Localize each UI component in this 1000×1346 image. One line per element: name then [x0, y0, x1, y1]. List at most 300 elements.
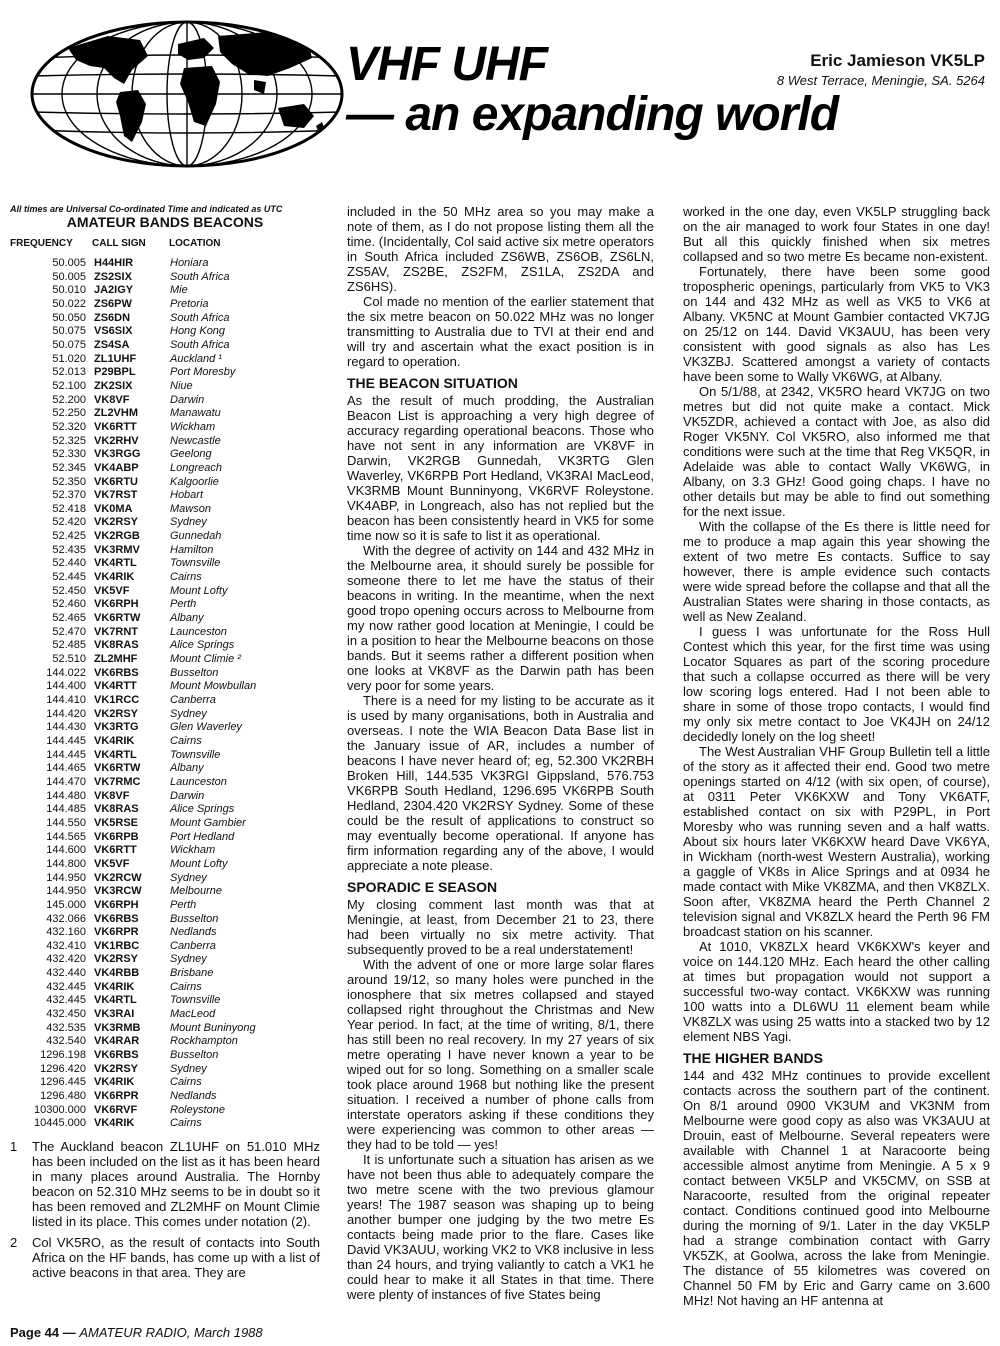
paragraph: 144 and 432 MHz continues to provide excellent contacts across the southern part of the continent. On 8/1 around 0900 VK3UM and VK3NM from Melbourne were good copy as also was VK3AUU at Drouin, east of Melbourne. Several repeaters were available with Channel 1 at Naracoorte being accessible almost anytime from Meningie. A 5 x 9 contact between VK5LP and VK5CMV, on SSB at Naracoorte, resulted from the original repeater contact. Conditions continued good into Melbourne during the morning of 9/1. Later in the day VK5LP had a strange combination contact with Garry VK5ZK, at Goolwa, across the lake from Meningie. The distance of 55 kilometres was covered on Channel 50 FM by Eric and Garry came on 3.600 MHz! Not having an HF antenna at: [683, 1068, 990, 1308]
beacon-frequency: 432.445: [46, 980, 86, 993]
beacon-location: South Africa: [170, 311, 230, 324]
beacon-callsign: VK5VF: [94, 584, 130, 597]
beacon-frequency: 50.075: [52, 338, 86, 351]
beacon-callsign: VS6SIX: [94, 325, 133, 338]
beacon-location: Nedlands: [170, 1090, 217, 1103]
paragraph: As the result of much prodding, the Australian Beacon List is approaching a very high degree of accuracy regarding operational beacons. Those who have not sent in any information are VK8VF in Darwin, VK2RGB Gunnedah, VK3RTG Glen Waverley, VK6RPB Port Hedland, VK3RAI MacLeod, VK3RMB Mount Bunninyong, VK6RVF Roleystone. VK4ABP, in Longreach, also has not replied but the beacon has been consistently heard in VK5 for some time now so it is safe to list it as operational.: [347, 393, 654, 543]
header-callsign: CALL SIGN: [92, 238, 146, 249]
beacon-callsign: VK6RTW: [94, 612, 141, 625]
beacon-callsign: VK6RPH: [94, 898, 139, 911]
beacon-callsign: VK6RPB: [94, 830, 139, 843]
footnotes: [10, 1139, 320, 1280]
beacon-row: [10, 1117, 256, 1131]
beacon-location: Townsville: [170, 557, 221, 570]
beacon-frequency: 52.370: [52, 489, 86, 502]
beacon-row: [10, 516, 256, 530]
section-heading-beacon-situation: THE BEACON SITUATION: [347, 375, 518, 391]
beacon-callsign: VK4RAR: [94, 1035, 140, 1048]
header-location: LOCATION: [169, 238, 221, 249]
beacon-callsign: VK4RBB: [94, 967, 140, 980]
beacon-location: Launceston: [170, 625, 227, 638]
beacon-callsign: VK4RTL: [94, 994, 137, 1007]
beacon-row: [10, 1063, 256, 1077]
beacon-frequency: 52.485: [52, 639, 86, 652]
beacon-row: [10, 885, 256, 899]
beacon-location: Mount Buninyong: [170, 1021, 256, 1034]
beacon-row: [10, 585, 256, 599]
column-2: [347, 204, 654, 1302]
beacon-location: Wickham: [170, 844, 216, 857]
paragraph: The West Australian VHF Group Bulletin tell a little of the story as it affected their end. Good two metre openings started on 4/12 (with six open, of course), at 0311 Peter VK6KXW and Tony VK6ATF, established contact on six with P29PL, in Port Moresby who was running seven and a half watts. About six hours later VK6KXW heard Dave VK6YA, in Wickham (north-west Western Australia), working a gaggle of VK8s in Alice Springs and at 0934 he made contact with Mike VK8ZMA, and then VK8ZLX. Soon after, VK8ZMA heard the Perth Channel 2 television signal and VK8ZLX heard the Perth 96 FM broadcast station on his scanner.: [683, 744, 990, 939]
beacon-callsign: VK7RMC: [94, 775, 141, 788]
beacon-location: Manawatu: [170, 407, 221, 420]
beacon-location: Townsville: [170, 748, 221, 761]
footnote-text: The Auckland beacon ZL1UHF on 51.010 MHz has been included on the list as it has been heard in many places around Australia. The Hornby beacon on 52.310 MHz seems to be in doubt so it has been removed and ZL2MHF on Mount Climie listed in its place. This comes under notation (2).: [32, 1139, 320, 1229]
beacon-callsign: VK2RSY: [94, 516, 139, 529]
paragraph: I guess I was unfortunate for the Ross Hull Contest which this year, for the first time was using Locator Squares as part of the scoring procedure that such a collapse occurred as there will be very low scoring logs entered. Had I not been able to share in some of those tropo contacts, I would find my only six metre contact to Joe VK4JH on 24/12 decidedly lonely on the log sheet!: [683, 624, 990, 744]
page-footer: [10, 1325, 263, 1340]
beacon-location: Busselton: [170, 912, 219, 925]
beacon-callsign: VK5VF: [94, 857, 130, 870]
beacon-callsign: VK6RPH: [94, 598, 139, 611]
beacon-callsign: VK6RPR: [94, 926, 139, 939]
beacon-callsign: VK6RPR: [94, 1090, 139, 1103]
beacon-row: [10, 284, 256, 298]
beacon-row: [10, 1022, 256, 1036]
beacon-frequency: 50.022: [52, 297, 86, 310]
beacon-frequency: 50.075: [52, 325, 86, 338]
beacon-row: [10, 790, 256, 804]
beacon-callsign: VK4RIK: [94, 980, 135, 993]
beacon-callsign: ZK2SIX: [94, 379, 133, 392]
beacon-row: [10, 353, 256, 367]
beacon-location: Mount Climie ²: [170, 653, 241, 666]
beacon-callsign: VK6RTW: [94, 762, 141, 775]
beacon-location: Hobart: [170, 489, 204, 502]
beacon-callsign: VK4RIK: [94, 1076, 135, 1089]
beacon-location: Launceston: [170, 775, 227, 788]
beacon-location: Wickham: [170, 420, 216, 433]
paragraph: It is unfortunate such a situation has arisen as we have not been thus able to adequately compare the two metre scene with the two previous glamour years! The 1987 season was shaping up to being another bumper one judging by the two metre Es contacts being made prior to the flare. Cases like David VK3AUU, working VK2 to VK8 inclusive in less than 24 hours, and trying valiantly to catch a VK1 he could hear to make it all States in that time. There were plenty of instances of five States being: [347, 1152, 654, 1302]
beacon-row: [10, 653, 256, 667]
beacon-row: [10, 899, 256, 913]
beacon-row: [10, 953, 256, 967]
beacon-row: [10, 844, 256, 858]
beacon-frequency: 52.445: [52, 571, 86, 584]
beacon-row: [10, 435, 256, 449]
beacon-callsign: VK4RIK: [94, 1117, 135, 1130]
section-heading-higher-bands: THE HIGHER BANDS: [683, 1050, 824, 1066]
beacon-callsign: VK2RSY: [94, 707, 139, 720]
beacon-callsign: VK6RTT: [94, 844, 137, 857]
beacon-row: [10, 612, 256, 626]
beacon-callsign: P29BPL: [94, 366, 136, 379]
beacon-callsign: VK3RGG: [94, 448, 141, 461]
paragraph: Col made no mention of the earlier statement that the six metre beacon on 50.022 MHz was no longer transmitting to Australia due to TVI at their end and will try and ascertain what the exact position is in regard to operation.: [347, 294, 654, 369]
beacon-frequency: 144.410: [46, 694, 86, 706]
beacon-location: Roleystone: [170, 1103, 226, 1116]
beacon-frequency: 144.400: [46, 680, 86, 693]
beacon-frequency: 144.485: [46, 803, 86, 816]
beacon-frequency: 1296.420: [40, 1062, 86, 1075]
beacon-row: [10, 926, 256, 940]
beacon-callsign: VK6RBS: [94, 912, 139, 925]
beacon-location: Glen Waverley: [170, 721, 242, 734]
beacon-frequency: 144.420: [46, 707, 86, 720]
magazine-issue: AMATEUR RADIO, March 1988: [79, 1325, 263, 1340]
beacon-location: Busselton: [170, 666, 219, 679]
beacon-location: Mount Gambier: [170, 816, 246, 829]
world-map-logo: [28, 18, 346, 170]
paragraph: With the advent of one or more large solar flares around 19/12, so many holes were punched in the ionosphere that six metres collapsed and stayed collapsed right throughout the Christmas and New Year period. In fact, at the time of writing, 8/1, there has still been no real recovery. In my 27 years of six metre operating I have never known a year to be wiped out for so long. Something on a smaller scale took place around 1968 but nothing like the present situation. I received a number of phone calls from interstate operators asking if these conditions they were experiencing was common to other areas — they had to be told — yes!: [347, 957, 654, 1152]
beacon-location: Albany: [170, 612, 204, 625]
beacon-location: Alice Springs: [170, 639, 235, 652]
beacon-frequency: 51.020: [52, 352, 86, 365]
beacon-frequency: 52.200: [52, 393, 86, 406]
beacon-row: [10, 598, 256, 612]
paragraph: worked in the one day, even VK5LP struggling back on the air managed to work four States in one day! But all this quickly finished when six metres collapsed and so two metre Es became non-existent.: [683, 204, 990, 264]
beacon-location: Sydney: [170, 953, 207, 966]
beacon-callsign: VK4RTL: [94, 557, 137, 570]
beacon-row: [10, 1049, 256, 1063]
beacon-location: Mount Lofty: [170, 584, 228, 597]
beacon-callsign: VK6RVF: [94, 1103, 138, 1116]
beacon-row: [10, 749, 256, 763]
beacon-frequency: 145.000: [46, 898, 86, 911]
beacon-location: Rockhampton: [170, 1035, 238, 1048]
beacon-callsign: ZS6PW: [94, 297, 132, 310]
beacon-row: [10, 639, 256, 653]
beacon-row: [10, 476, 256, 490]
beacon-location: Canberra: [170, 694, 216, 706]
beacon-frequency: 52.440: [52, 557, 86, 570]
beacon-location: South Africa: [170, 338, 230, 351]
beacon-callsign: VK2RSY: [94, 1062, 139, 1075]
beacon-callsign: ZS6DN: [94, 311, 131, 324]
beacon-callsign: VK3RCW: [94, 885, 142, 898]
paragraph: There is a need for my listing to be accurate as it is used by many organisations, both in Australia and overseas. I note the WIA Beacon Data Base list in the January issue of AR, includes a number of beacons I have never heard of; eg, 52.300 VK2RBH Broken Hill, 144.535 VK3RGI Gippsland, 576.753 VK6RPB South Hedland, 1296.695 VK6RPB South Hedland, 2304.420 VK2RSY Sydney. Some of these could be the result of applications to construct so may eventually become operational. If anyone has firm information regarding any of the above, I would appreciate a note please.: [347, 693, 654, 873]
header-frequency: FREQUENCY: [10, 238, 73, 249]
footnote-2: [10, 1235, 320, 1280]
beacon-row: [10, 721, 256, 735]
beacon-row: [10, 339, 256, 353]
beacon-table: [10, 257, 256, 1131]
beacon-row: [10, 394, 256, 408]
beacon-row: [10, 407, 256, 421]
beacon-frequency: 10300.000: [34, 1103, 86, 1116]
beacon-frequency: 144.445: [46, 748, 86, 761]
column-3: [683, 204, 990, 1308]
beacon-location: Perth: [170, 898, 197, 911]
footnote-number: 2: [10, 1235, 18, 1250]
beacon-callsign: VK7RNT: [94, 625, 139, 638]
beacon-callsign: VK3RTG: [94, 721, 139, 734]
beacon-row: [10, 1104, 256, 1118]
beacon-location: Geelong: [170, 448, 212, 461]
beacon-row: [10, 667, 256, 681]
beacon-location: Mawson: [170, 502, 211, 515]
beacon-location: South Africa: [170, 270, 230, 283]
footnote-1: [10, 1139, 320, 1229]
beacon-callsign: VK8VF: [94, 393, 130, 406]
beacon-row: [10, 680, 256, 694]
beacon-row: [10, 967, 256, 981]
beacon-location: Melbourne: [170, 885, 222, 898]
beacon-callsign: ZL1UHF: [94, 352, 137, 365]
paragraph: With the degree of activity on 144 and 432 MHz in the Melbourne area, it should surely be possible for someone there to let me have the status of their beacons in writing. In the meantime, when the next good tropo opening occurs across to Melbourne from my now rather good location at Meningie, I could be in a position to hear the Melbourne beacons on those bands. But it seems rather a different position when one looks at VK8VF as the Darwin path has been very poor for some years.: [347, 543, 654, 693]
beacon-location: Hamilton: [170, 543, 214, 556]
beacon-frequency: 432.440: [46, 967, 86, 980]
beacon-frequency: 432.420: [46, 953, 86, 966]
paragraph: My closing comment last month was that at Meningie, at least, from December 21 to 23, there had been virtually no six metre activity. That subsequently proved to be a real understatement!: [347, 897, 654, 957]
beacon-frequency: 144.430: [46, 721, 86, 734]
beacon-row: [10, 872, 256, 886]
beacon-frequency: 144.950: [46, 885, 86, 898]
beacon-row: [10, 831, 256, 845]
beacon-frequency: 52.425: [52, 530, 86, 543]
beacon-row: [10, 803, 256, 817]
beacon-frequency: 52.435: [52, 543, 86, 556]
beacon-callsign: VK6RBS: [94, 666, 139, 679]
beacon-table-header: [10, 236, 320, 251]
beacon-location: Cairns: [170, 980, 202, 993]
paragraph: Fortunately, there have been some good tropospheric openings, particularly from VK5 to VK3 on 144 and 432 MHz as well as VK5 to VK6 at Albany. VK5NC at Mount Gambier contacted VK7JG on 25/12 on 144. David VK3AUU, has been very consistent with good signals as also has Les VK3ZBJ. Scattered amongst a variety of contacts have been some to Wally VK6WG, at Albany.: [683, 264, 990, 384]
beacon-frequency: 1296.198: [40, 1049, 86, 1062]
beacon-location: Longreach: [170, 461, 222, 474]
beacon-frequency: 52.250: [52, 407, 86, 420]
beacon-callsign: VK7RST: [94, 489, 138, 502]
beacon-frequency: 144.480: [46, 789, 86, 802]
column-1: [10, 204, 320, 1286]
beacon-callsign: VK4RTT: [94, 680, 137, 693]
beacon-row: [10, 448, 256, 462]
beacon-callsign: VK4RIK: [94, 734, 135, 747]
beacon-row: [10, 913, 256, 927]
byline: [720, 50, 985, 90]
beacon-row: [10, 776, 256, 790]
beacon-callsign: VK6RTT: [94, 420, 137, 433]
beacon-row: [10, 762, 256, 776]
beacon-row: [10, 694, 256, 708]
beacon-row: [10, 503, 256, 517]
beacon-location: Busselton: [170, 1049, 219, 1062]
beacon-location: Honiara: [170, 257, 209, 269]
beacon-frequency: 52.320: [52, 420, 86, 433]
beacon-table-body: [10, 257, 256, 1131]
paragraph: With the collapse of the Es there is little need for me to produce a map again this year showing the extent of two metre Es contacts. Suffice to say however, there is ample evidence such contacts were wide spread before the collapse and that all the Australian States were sharing in those contacts, as well as New Zealand.: [683, 519, 990, 624]
beacon-callsign: VK8RAS: [94, 803, 139, 816]
beacon-frequency: 144.950: [46, 871, 86, 884]
beacon-location: Niue: [170, 379, 193, 392]
beacon-frequency: 144.550: [46, 816, 86, 829]
beacon-callsign: VK2RSY: [94, 953, 139, 966]
beacon-callsign: VK4ABP: [94, 461, 139, 474]
beacon-location: Townsville: [170, 994, 221, 1007]
beacon-frequency: 52.345: [52, 461, 86, 474]
beacon-callsign: VK1RCC: [94, 694, 140, 706]
beacon-location: Sydney: [170, 516, 207, 529]
beacon-frequency: 432.540: [46, 1035, 86, 1048]
beacon-row: [10, 1035, 256, 1049]
beacon-location: Darwin: [170, 789, 205, 802]
beacon-callsign: VK8RAS: [94, 639, 139, 652]
beacon-callsign: VK4RTL: [94, 748, 137, 761]
beacon-row: [10, 940, 256, 954]
beacon-callsign: ZS2SIX: [94, 270, 132, 283]
beacon-frequency: 1296.445: [40, 1076, 86, 1089]
section-heading-sporadic-e: SPORADIC E SEASON: [347, 879, 498, 895]
footnote-text: Col VK5RO, as the result of contacts into South Africa on the HF bands, has come up with a list of active beacons in that area. They are: [32, 1235, 320, 1280]
beacon-row: [10, 312, 256, 326]
beacon-row: [10, 421, 256, 435]
beacon-row: [10, 735, 256, 749]
beacon-location: Newcastle: [170, 434, 221, 447]
beacon-row: [10, 544, 256, 558]
beacon-location: Nedlands: [170, 926, 217, 939]
beacon-row: [10, 858, 256, 872]
beacon-location: Mount Mowbullan: [170, 680, 257, 693]
beacon-frequency: 432.410: [46, 939, 86, 952]
beacon-callsign: VK3RMB: [94, 1021, 141, 1034]
beacon-location: Mount Lofty: [170, 857, 228, 870]
globe-icon: [28, 18, 346, 170]
beacon-row: [10, 1090, 256, 1104]
paragraph: At 1010, VK8ZLX heard VK6KXW's keyer and voice on 144.120 MHz. Each heard the other calling at times but propagation would not support a successful two-way contact. VK6KXW was running 100 watts into a DL6WU 11 element beam while VK8ZLX was using 25 watts into a stacked two by 12 element NBS Yagi.: [683, 939, 990, 1044]
beacon-callsign: VK3RMV: [94, 543, 140, 556]
beacon-location: Sydney: [170, 871, 207, 884]
beacon-frequency: 52.420: [52, 516, 86, 529]
beacon-frequency: 144.022: [46, 666, 86, 679]
beacon-location: Cairns: [170, 571, 202, 584]
beacon-frequency: 432.445: [46, 994, 86, 1007]
beacon-frequency: 432.535: [46, 1021, 86, 1034]
beacon-location: Sydney: [170, 707, 207, 720]
beacon-callsign: VK2RHV: [94, 434, 139, 447]
beacon-row: [10, 325, 256, 339]
beacon-frequency: 50.005: [52, 257, 86, 269]
beacon-frequency: 52.325: [52, 434, 86, 447]
beacon-callsign: ZS4SA: [94, 338, 130, 351]
beacon-row: [10, 1008, 256, 1022]
beacon-callsign: VK1RBC: [94, 939, 140, 952]
beacon-row: [10, 557, 256, 571]
beacon-callsign: ZL2VHM: [94, 407, 138, 420]
beacon-location: Canberra: [170, 939, 216, 952]
beacon-frequency: 10445.000: [34, 1117, 86, 1130]
footnote-number: 1: [10, 1139, 18, 1154]
beacon-frequency: 52.418: [52, 502, 86, 515]
beacon-row: [10, 380, 256, 394]
beacon-frequency: 144.445: [46, 734, 86, 747]
beacon-frequency: 144.565: [46, 830, 86, 843]
beacon-location: Alice Springs: [170, 803, 235, 816]
beacon-location: Port Hedland: [170, 830, 235, 843]
beacon-row: [10, 489, 256, 503]
paragraph: On 5/1/88, at 2342, VK5RO heard VK7JG on two metres but did not quite make a contact. Mick VK5ZDR, achieved a contact with Joe, as also did Roger VK5NY. Col VK5RO, also informed me that conditions were such at the time that Reg VK5QR, in Adelaide was able to contact Wally VK6WG, in Albany, on 3.3 GHz! Good going chaps. I have no other details but may be able to find out something for the next issue.: [683, 384, 990, 519]
beacon-row: [10, 817, 256, 831]
beacon-location: Albany: [170, 762, 204, 775]
beacon-row: [10, 298, 256, 312]
beacon-callsign: VK5RSE: [94, 816, 139, 829]
beacon-location: Cairns: [170, 1117, 202, 1130]
beacon-frequency: 144.465: [46, 762, 86, 775]
beacon-location: Perth: [170, 598, 197, 611]
beacon-callsign: ZL2MHF: [94, 653, 138, 666]
beacon-row: [10, 271, 256, 285]
beacon-location: Hong Kong: [170, 325, 226, 338]
beacon-location: Darwin: [170, 393, 205, 406]
beacon-row: [10, 1076, 256, 1090]
beacon-callsign: VK2RGB: [94, 530, 140, 543]
beacon-row: [10, 981, 256, 995]
beacon-callsign: VK6RTU: [94, 475, 139, 488]
beacon-location: MacLeod: [170, 1008, 216, 1021]
beacon-location: Sydney: [170, 1062, 207, 1075]
beacon-row: [10, 366, 256, 380]
beacon-frequency: 52.510: [52, 653, 86, 666]
beacon-frequency: 52.450: [52, 584, 86, 597]
beacon-frequency: 52.013: [52, 366, 86, 379]
beacon-frequency: 52.465: [52, 612, 86, 625]
beacon-table-title: AMATEUR BANDS BEACONS: [66, 214, 264, 230]
beacon-row: [10, 257, 256, 271]
beacon-location: Pretoria: [170, 297, 209, 310]
beacon-row: [10, 708, 256, 722]
beacon-frequency: 52.330: [52, 448, 86, 461]
beacon-frequency: 432.450: [46, 1008, 86, 1021]
beacon-location: Cairns: [170, 1076, 202, 1089]
page-number: Page 44 —: [10, 1325, 76, 1340]
beacon-frequency: 144.600: [46, 844, 86, 857]
beacon-frequency: 50.005: [52, 270, 86, 283]
beacon-callsign: VK0MA: [94, 502, 133, 515]
beacon-location: Kalgoorlie: [170, 475, 219, 488]
beacon-row: [10, 530, 256, 544]
beacon-callsign: H44HIR: [94, 257, 134, 269]
beacon-location: Port Moresby: [170, 366, 236, 379]
beacon-frequency: 52.470: [52, 625, 86, 638]
beacon-location: Gunnedah: [170, 530, 222, 543]
author-address: 8 West Terrace, Meningie, SA. 5264: [776, 73, 985, 88]
beacon-row: [10, 994, 256, 1008]
beacon-frequency: 432.160: [46, 926, 86, 939]
beacon-location: Auckland ¹: [170, 352, 222, 365]
beacon-frequency: 432.066: [46, 912, 86, 925]
beacon-location: Mie: [170, 284, 188, 297]
beacon-frequency: 50.050: [52, 311, 86, 324]
beacon-frequency: 52.100: [52, 379, 86, 392]
title-line-2: — an expanding world: [346, 88, 839, 141]
beacon-location: Brisbane: [170, 967, 214, 980]
beacon-frequency: 50.010: [52, 284, 86, 297]
beacon-row: [10, 626, 256, 640]
beacon-row: [10, 462, 256, 476]
beacon-callsign: VK2RCW: [94, 871, 142, 884]
beacon-frequency: 52.350: [52, 475, 86, 488]
beacon-frequency: 52.460: [52, 598, 86, 611]
beacon-row: [10, 571, 256, 585]
title-line-1: VHF UHF: [346, 38, 547, 91]
beacon-location: Cairns: [170, 734, 202, 747]
utc-note: All times are Universal Co-ordinated Time and indicated as UTC: [10, 204, 283, 214]
beacon-callsign: VK4RIK: [94, 571, 135, 584]
beacon-frequency: 144.800: [46, 857, 86, 870]
beacon-frequency: 144.470: [46, 775, 86, 788]
beacon-callsign: VK3RAI: [94, 1008, 135, 1021]
beacon-frequency: 1296.480: [40, 1090, 86, 1103]
paragraph: included in the 50 MHz area so you may make a note of them, as I do not propose listing them all the time. (Incidentally, Col said active six metre operators in South Africa included ZS6WB, ZS6OB, ZS6LN, ZS5AV, ZS2BE, ZS2FM, ZS1LA, ZS2DA and ZS6HS).: [347, 204, 654, 294]
beacon-callsign: VK8VF: [94, 789, 130, 802]
